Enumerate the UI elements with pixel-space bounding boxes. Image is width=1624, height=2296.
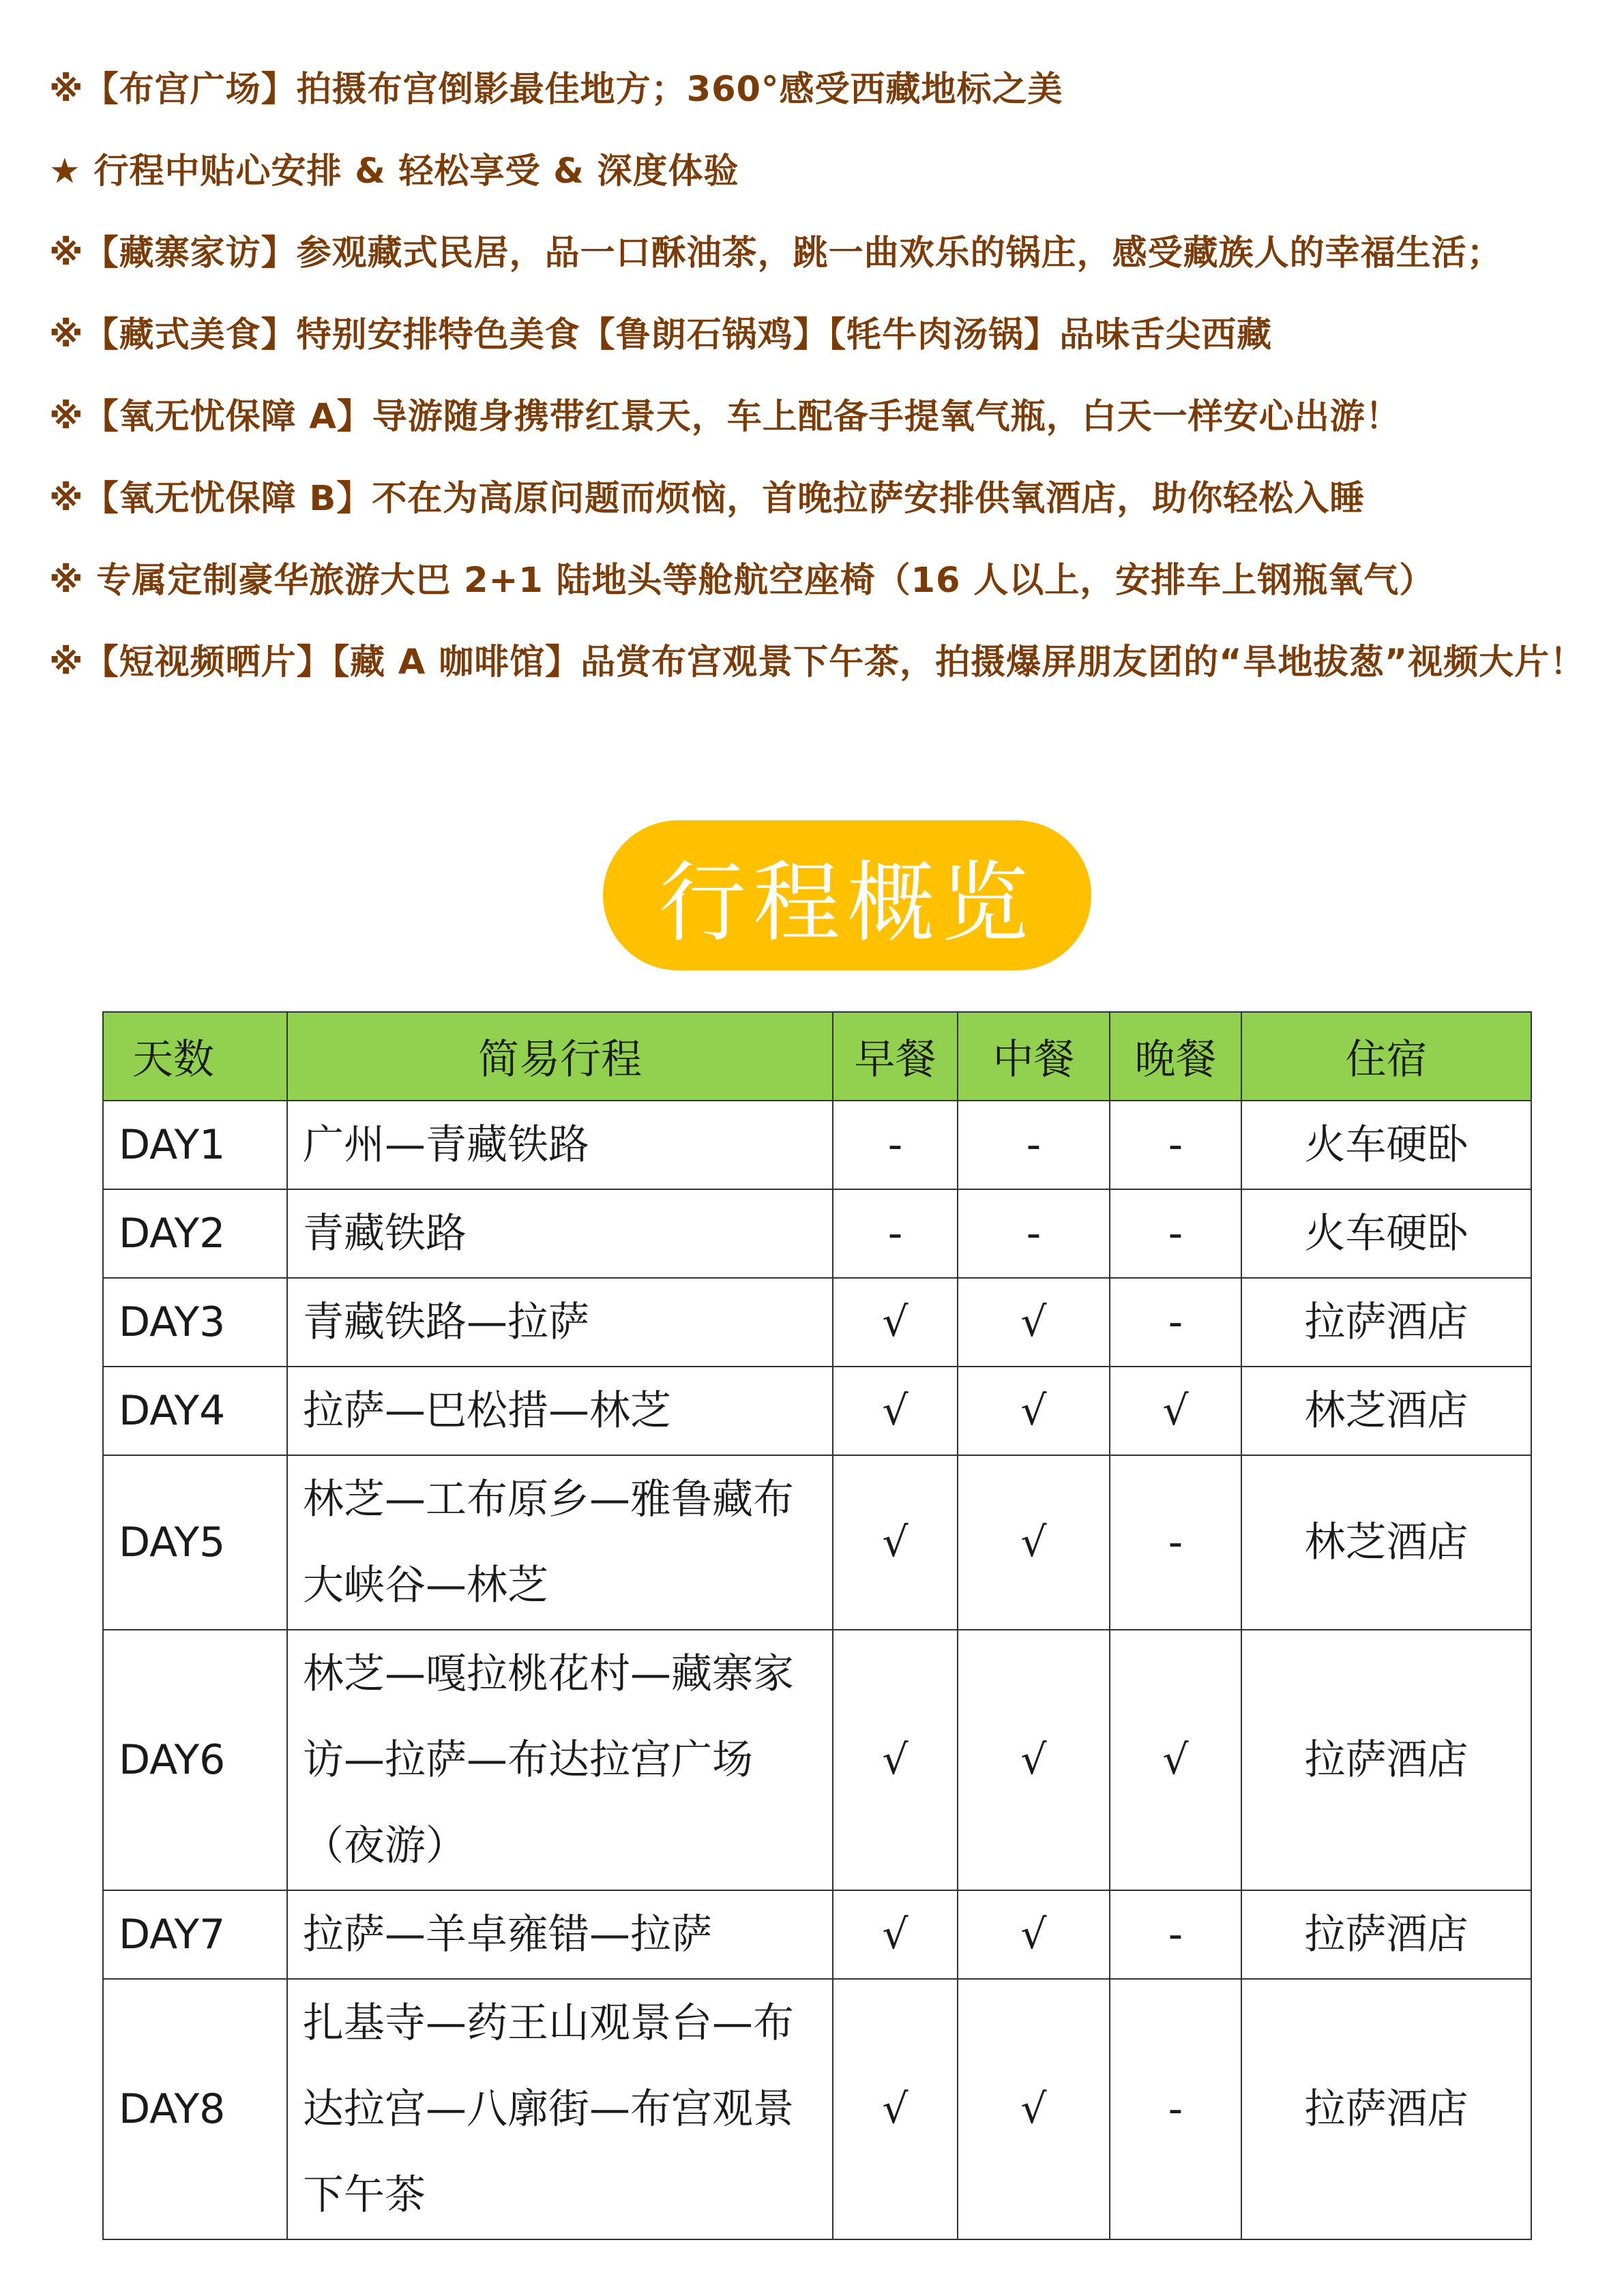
- stay-cell: 火车硬卧: [1241, 1189, 1531, 1278]
- highlight-item: ★ 行程中贴心安排 & 轻松享受 & 深度体验: [49, 151, 739, 192]
- day-cell: DAY5: [103, 1455, 287, 1630]
- stay-cell: 林芝酒店: [1241, 1367, 1531, 1455]
- breakfast-cell: -: [833, 1189, 958, 1278]
- table-row: [103, 1189, 1531, 1278]
- header-breakfast: 早餐: [833, 1012, 958, 1101]
- dinner-cell: √: [1110, 1630, 1241, 1890]
- highlight-item: ※【短视频晒片】【藏 A 咖啡馆】品赏布宫观景下午茶，拍摄爆屏朋友团的“旱地拔葱”视频大片！: [49, 642, 1586, 683]
- itinerary-table: [102, 1011, 1532, 2240]
- dinner-cell: -: [1110, 1979, 1241, 2239]
- highlight-item: ※ 专属定制豪华旅游大巴 2+1 陆地头等舱航空座椅（16 人以上，安排车上钢瓶氧气）: [49, 561, 1435, 601]
- route-cell: 拉萨—羊卓雍错—拉萨: [287, 1890, 833, 1979]
- day-cell: DAY1: [103, 1101, 287, 1189]
- lunch-cell: √: [958, 1890, 1110, 1979]
- route-cell: 扎基寺—药王山观景台—布达拉宫—八廓街—布宫观景下午茶: [287, 1979, 833, 2239]
- section-banner: [603, 820, 1091, 970]
- route-cell: 林芝—嘎拉桃花村—藏寨家访—拉萨—布达拉宫广场（夜游）: [287, 1630, 833, 1890]
- table-row: [103, 1890, 1531, 1979]
- dinner-cell: -: [1110, 1101, 1241, 1189]
- header-lunch: 中餐: [958, 1012, 1110, 1101]
- highlight-item: ※【氧无忧保障 B】不在为高原问题而烦恼，首晚拉萨安排供氧酒店，助你轻松入睡: [49, 479, 1365, 519]
- route-cell: 青藏铁路—拉萨: [287, 1278, 833, 1367]
- section-title: 行程概览: [658, 852, 1035, 954]
- breakfast-cell: -: [833, 1101, 958, 1189]
- breakfast-cell: √: [833, 1979, 958, 2239]
- table-row: [103, 1367, 1531, 1455]
- breakfast-cell: √: [833, 1278, 958, 1367]
- route-cell: 广州—青藏铁路: [287, 1101, 833, 1189]
- stay-cell: 火车硬卧: [1241, 1101, 1531, 1189]
- stay-cell: 林芝酒店: [1241, 1455, 1531, 1630]
- stay-cell: 拉萨酒店: [1241, 1278, 1531, 1367]
- table-row: [103, 1278, 1531, 1367]
- stay-cell: 拉萨酒店: [1241, 1890, 1531, 1979]
- header-route: 简易行程: [287, 1012, 833, 1101]
- header-dinner: 晚餐: [1110, 1012, 1241, 1101]
- day-cell: DAY7: [103, 1890, 287, 1979]
- dinner-cell: -: [1110, 1189, 1241, 1278]
- stay-cell: 拉萨酒店: [1241, 1979, 1531, 2239]
- day-cell: DAY4: [103, 1367, 287, 1455]
- lunch-cell: √: [958, 1455, 1110, 1630]
- route-cell: 青藏铁路: [287, 1189, 833, 1278]
- lunch-cell: √: [958, 1630, 1110, 1890]
- highlight-item: ※【藏式美食】特别安排特色美食【鲁朗石锅鸡】【牦牛肉汤锅】品味舌尖西藏: [49, 315, 1273, 355]
- highlight-item: ※【藏寨家访】参观藏式民居，品一口酥油茶，跳一曲欢乐的锅庄，感受藏族人的幸福生活；: [49, 233, 1503, 273]
- lunch-cell: √: [958, 1278, 1110, 1367]
- day-cell: DAY3: [103, 1278, 287, 1367]
- day-cell: DAY2: [103, 1189, 287, 1278]
- breakfast-cell: √: [833, 1367, 958, 1455]
- dinner-cell: -: [1110, 1890, 1241, 1979]
- dinner-cell: √: [1110, 1367, 1241, 1455]
- highlight-item: ※【布宫广场】拍摄布宫倒影最佳地方；360°感受西藏地标之美: [49, 70, 1063, 110]
- table-row: [103, 1455, 1531, 1630]
- breakfast-cell: √: [833, 1455, 958, 1630]
- lunch-cell: √: [958, 1979, 1110, 2239]
- route-cell: 拉萨—巴松措—林芝: [287, 1367, 833, 1455]
- header-stay: 住宿: [1241, 1012, 1531, 1101]
- table-header-row: [103, 1012, 1531, 1101]
- dinner-cell: -: [1110, 1455, 1241, 1630]
- table-row: [103, 1101, 1531, 1189]
- day-cell: DAY6: [103, 1630, 287, 1890]
- table-row: [103, 1979, 1531, 2239]
- lunch-cell: -: [958, 1101, 1110, 1189]
- stay-cell: 拉萨酒店: [1241, 1630, 1531, 1890]
- table-row: [103, 1630, 1531, 1890]
- highlight-item: ※【氧无忧保障 A】导游随身携带红景天，车上配备手提氧气瓶，白天一样安心出游！: [49, 397, 1401, 437]
- route-cell: 林芝—工布原乡—雅鲁藏布大峡谷—林芝: [287, 1455, 833, 1630]
- breakfast-cell: √: [833, 1890, 958, 1979]
- dinner-cell: -: [1110, 1278, 1241, 1367]
- header-day: 天数: [103, 1012, 287, 1101]
- lunch-cell: √: [958, 1367, 1110, 1455]
- day-cell: DAY8: [103, 1979, 287, 2239]
- breakfast-cell: √: [833, 1630, 958, 1890]
- highlights-list: [49, 49, 1591, 704]
- lunch-cell: -: [958, 1189, 1110, 1278]
